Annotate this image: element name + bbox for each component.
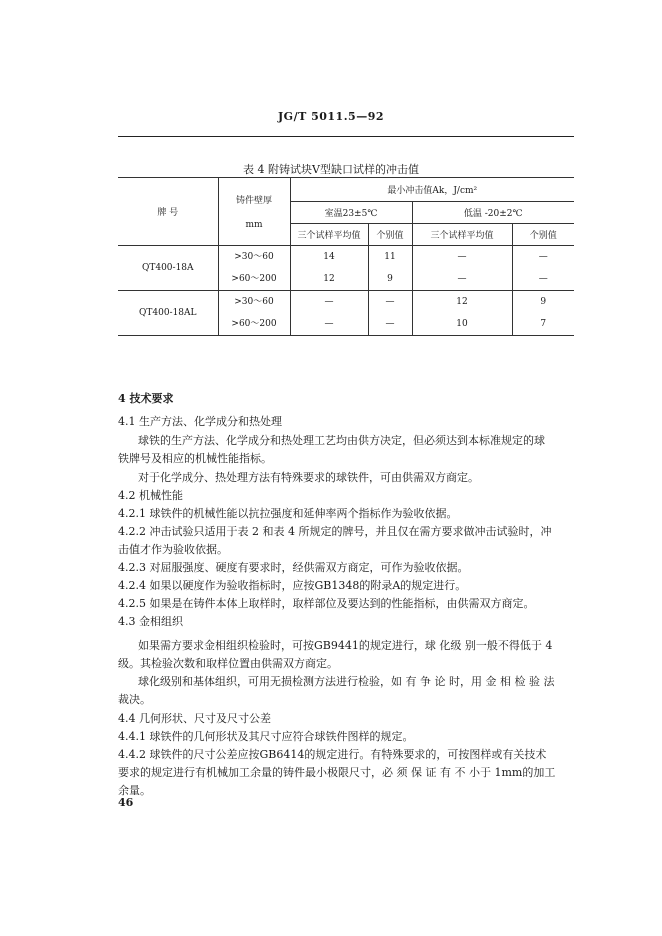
- low-individual-cell: [512, 291, 574, 336]
- thickness-range-1: >30～60: [234, 297, 274, 307]
- paragraph-line: 余量。: [118, 784, 151, 797]
- paragraph-line: 级。其检验次数和取样位置由供需双方商定。: [118, 657, 338, 670]
- table-caption: 表 4 附铸试块V型缺口试样的冲击值: [243, 163, 419, 176]
- table-row: [118, 291, 574, 336]
- section-heading-4-2: 4.2 机械性能: [118, 489, 183, 502]
- header-room-individual: 个别值: [368, 224, 412, 246]
- header-low-individual: 个别值: [512, 224, 574, 246]
- value: 14: [323, 252, 335, 262]
- room-individual-cell: [368, 291, 412, 336]
- value: 11: [384, 252, 396, 262]
- section-heading-4-1: 4.1 生产方法、化学成分和热处理: [118, 415, 282, 428]
- value: —: [324, 297, 334, 307]
- header-low-temp: 低温 -20±2℃: [412, 202, 574, 224]
- clause-4-4-1: 4.4.1 球铁件的几何形状及其尺寸应符合球铁件图样的规定。: [118, 730, 414, 743]
- low-avg-cell: [412, 291, 512, 336]
- paragraph-line: 要求的规定进行有机械加工余量的铸件最小极限尺寸，必 须 保 证 有 不 小于 1mm的加工: [118, 766, 556, 779]
- standard-code-header: JG/T 5011.5—92: [277, 110, 385, 123]
- thickness-cell: [218, 291, 290, 336]
- header-thickness-label: 铸件壁厚: [235, 196, 272, 206]
- room-individual-cell: [368, 246, 412, 291]
- paragraph-line: 如果需方要求金相组织检验时，可按GB9441的规定进行，球 化级 别一般不得低于 4: [138, 639, 553, 652]
- header-thickness-unit: mm: [245, 220, 263, 230]
- value: 10: [456, 319, 468, 329]
- header-room-avg: 三个试样平均值: [290, 224, 368, 246]
- clause-4-2-5: 4.2.5 如果是在铸件本体上取样时，取样部位及要达到的性能指标，由供需双方商定。: [118, 597, 535, 610]
- section-heading-4: 4 技术要求: [118, 392, 174, 405]
- header-room-temp: 室温23±5℃: [290, 202, 412, 224]
- low-individual-cell: [512, 246, 574, 291]
- thickness-range-2: >60～200: [231, 319, 277, 329]
- value: —: [385, 319, 395, 329]
- clause-4-4-2: 4.4.2 球铁件的尺寸公差应按GB6414的规定进行。有特殊要求的，可按图样或有关技术: [118, 748, 547, 761]
- header-thickness: [218, 178, 290, 246]
- value: —: [538, 252, 548, 262]
- value: 9: [540, 297, 547, 307]
- value: —: [324, 319, 334, 329]
- paragraph-line: 球铁的生产方法、化学成分和热处理工艺均由供方决定，但必须达到本标准规定的球: [138, 434, 545, 447]
- value: —: [538, 274, 548, 284]
- thickness-range-1: >30～60: [234, 252, 274, 262]
- section-heading-4-4: 4.4 几何形状、尺寸及尺寸公差: [118, 712, 271, 725]
- clause-4-2-3: 4.2.3 对屈服强度、硬度有要求时，经供需双方商定，可作为验收依据。: [118, 561, 469, 574]
- header-low-avg: 三个试样平均值: [412, 224, 512, 246]
- value: 12: [456, 297, 468, 307]
- grade-cell: QT400-18AL: [118, 291, 218, 336]
- value: —: [385, 297, 395, 307]
- thickness-cell: [218, 246, 290, 291]
- header-impact: 最小冲击值Ak，J/cm²: [290, 178, 574, 202]
- paragraph-line: 铁牌号及相应的机械性能指标。: [118, 452, 272, 465]
- paragraph-line: 裁决。: [118, 693, 151, 706]
- value: —: [457, 274, 467, 284]
- room-avg-cell: [290, 246, 368, 291]
- paragraph-line: 击值才作为验收依据。: [118, 543, 228, 556]
- clause-4-2-4: 4.2.4 如果以硬度作为验收指标时，应按GB1348的附录A的规定进行。: [118, 579, 467, 592]
- low-avg-cell: [412, 246, 512, 291]
- paragraph-line: 对于化学成分、热处理方法有特殊要求的球铁件，可由供需双方商定。: [138, 471, 479, 484]
- impact-value-table: [118, 177, 574, 336]
- section-heading-4-3: 4.3 金相组织: [118, 615, 183, 628]
- thickness-range-2: >60～200: [231, 274, 277, 284]
- table-row: [118, 246, 574, 291]
- page-number: 46: [118, 796, 134, 809]
- value: —: [457, 252, 467, 262]
- paragraph-line: 球化级别和基体组织，可用无损检测方法进行检验，如 有 争 论 时，用 金 相 检 验 法: [138, 675, 555, 688]
- value: 7: [540, 319, 547, 329]
- header-rule: [118, 136, 574, 137]
- clause-4-2-2: 4.2.2 冲击试验只适用于表 2 和表 4 所规定的牌号，并且仅在需方要求做冲击试验时，冲: [118, 525, 552, 538]
- header-grade: 牌 号: [118, 178, 218, 246]
- grade-cell: QT400-18A: [118, 246, 218, 291]
- clause-4-2-1: 4.2.1 球铁件的机械性能以抗拉强度和延伸率两个指标作为验收依据。: [118, 507, 458, 520]
- value: 9: [387, 274, 393, 284]
- value: 12: [323, 274, 335, 284]
- room-avg-cell: [290, 291, 368, 336]
